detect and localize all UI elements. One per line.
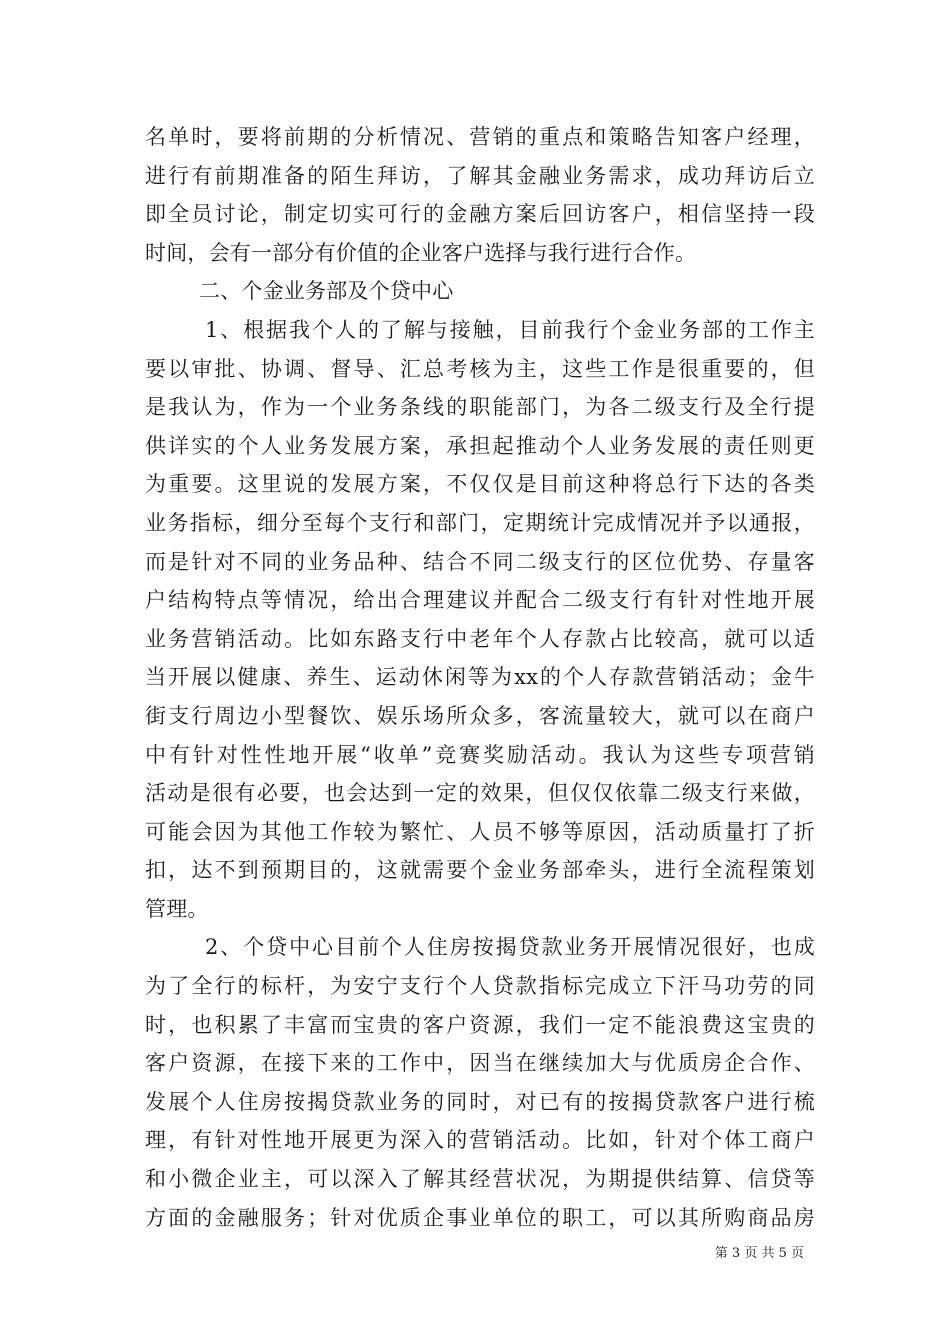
text-line: 为了全行的标杆，为安宁支行个人贷款指标完成立下汗马功劳的同 — [145, 974, 815, 999]
text-line: 是我认为，作为一个业务条线的职能部门，为各二级支行及全行提 — [145, 395, 815, 420]
text-line: 客户资源，在接下来的工作中，因当在继续加大与优质房企合作、 — [145, 1051, 815, 1076]
text-line: 户结构特点等情况，给出合理建议并配合二级支行有针对性地开展 — [145, 588, 815, 613]
paragraph — [145, 311, 815, 929]
text-line: 而是针对不同的业务品种、结合不同二级支行的区位优势、存量客 — [145, 549, 815, 574]
text-line: 1、根据我个人的了解与接触，目前我行个金业务部的工作主 — [205, 317, 815, 342]
paragraph — [145, 928, 815, 1237]
text-line: 可能会因为其他工作较为繁忙、人员不够等原因，活动质量打了折 — [145, 819, 815, 844]
text-line: 活动是很有必要，也会达到一定的效果，但仅仅依靠二级支行来做， — [145, 781, 815, 806]
text-line: 和小微企业主，可以深入了解其经营状况，为期提供结算、信贷等 — [145, 1167, 815, 1192]
text-line: 进行有前期准备的陌生拜访，了解其金融业务需求，成功拜访后立 — [145, 163, 815, 188]
text-line: 业务指标，细分至每个支行和部门，定期统计完成情况并予以通报， — [145, 510, 815, 535]
paragraph — [145, 118, 815, 272]
text-line: 管理。 — [145, 896, 209, 921]
section-heading: 二、个金业务部及个贷中心 — [199, 279, 454, 304]
text-line: 名单时，要将前期的分析情况、营销的重点和策略告知客户经理， — [145, 125, 815, 149]
text-line: 即全员讨论，制定切实可行的金融方案后回访客户，相信坚持一段 — [145, 202, 815, 227]
text-line: 要以审批、协调、督导、汇总考核为主，这些工作是很重要的，但 — [145, 356, 815, 381]
text-line: 理，有针对性地开展更为深入的营销活动。比如，针对个体工商户 — [145, 1128, 815, 1153]
page-number: 第 3 页 共 5 页 — [714, 1246, 804, 1261]
text-line: 当开展以健康、养生、运动休闲等为xx的个人存款营销活动；金牛 — [145, 665, 815, 690]
text-line: 时，也积累了丰富而宝贵的客户资源，我们一定不能浪费这宝贵的 — [145, 1012, 815, 1037]
text-line: 街支行周边小型餐饮、娱乐场所众多，客流量较大，就可以在商户 — [145, 703, 815, 728]
text-line: 扣，达不到预期目的，这就需要个金业务部牵头，进行全流程策划 — [145, 858, 815, 883]
text-line: 方面的金融服务；针对优质企事业单位的职工，可以其所购商品房 — [145, 1205, 815, 1230]
text-line: 发展个人住房按揭贷款业务的同时，对已有的按揭贷款客户进行梳 — [145, 1089, 815, 1114]
text-line: 2、个贷中心目前个人住房按揭贷款业务开展情况很好，也成 — [205, 935, 815, 960]
text-line: 中有针对性性地开展“收单”竞赛奖励活动。我认为这些专项营销 — [145, 742, 815, 767]
text-line: 供详实的个人业务发展方案，承担起推动个人业务发展的责任则更 — [145, 433, 815, 458]
document-body — [145, 118, 815, 1237]
text-line: 时间，会有一部分有价值的企业客户选择与我行进行合作。 — [145, 240, 697, 265]
text-line: 为重要。这里说的发展方案，不仅仅是目前这种将总行下达的各类 — [145, 472, 815, 497]
text-line: 业务营销活动。比如东路支行中老年个人存款占比较高，就可以适 — [145, 626, 815, 651]
